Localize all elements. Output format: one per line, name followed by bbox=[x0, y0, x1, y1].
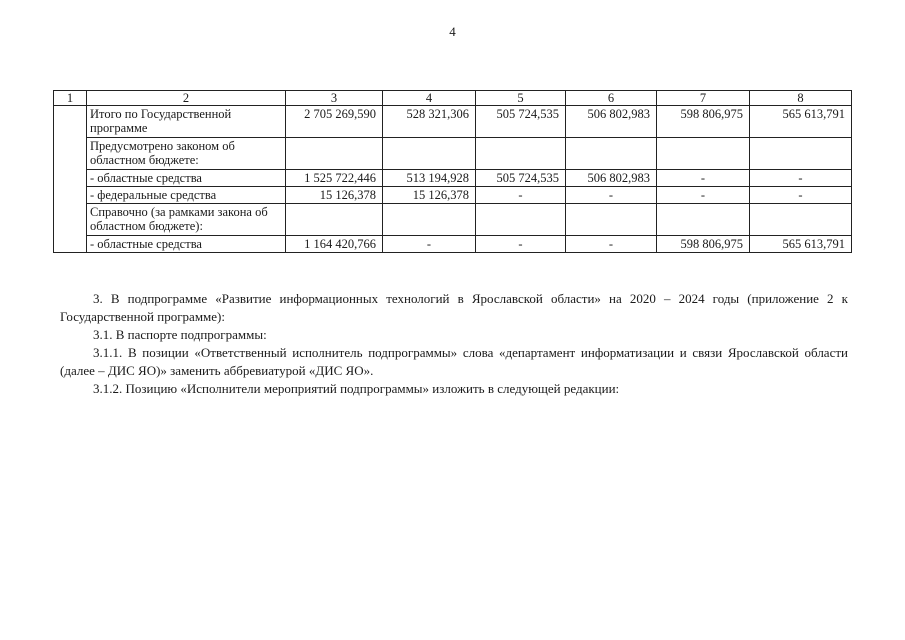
table-row bbox=[54, 170, 852, 187]
table-cell: 506 802,983 bbox=[566, 170, 657, 187]
paragraph: 3.1. В паспорте подпрограммы: bbox=[93, 327, 267, 342]
table-cell: 565 613,791 bbox=[750, 236, 852, 253]
table-cell bbox=[286, 138, 383, 170]
header-cell: 3 bbox=[286, 91, 383, 106]
table-row bbox=[54, 187, 852, 204]
header-cell: 6 bbox=[566, 91, 657, 106]
row-label: - областные средства bbox=[87, 236, 286, 253]
table-cell bbox=[750, 204, 852, 236]
table-cell: 1 525 722,446 bbox=[286, 170, 383, 187]
row-label: Итого по Государственной программе bbox=[87, 106, 286, 138]
index-cell bbox=[54, 106, 87, 253]
row-label: Предусмотрено законом об областном бюджете: bbox=[87, 138, 286, 170]
table-cell bbox=[383, 138, 476, 170]
body-text bbox=[60, 290, 848, 398]
table-cell bbox=[566, 204, 657, 236]
row-label: - федеральные средства bbox=[87, 187, 286, 204]
paragraph: 3.1.1. В позиции «Ответственный исполнитель подпрограммы» слова «департамент информатизации и связи Ярославской области (далее – ДИС ЯО)» заменить аббревиатурой «ДИС ЯО». bbox=[60, 345, 848, 378]
table-cell bbox=[476, 138, 566, 170]
table-cell: 1 164 420,766 bbox=[286, 236, 383, 253]
paragraph: 3.1.2. Позицию «Исполнители мероприятий подпрограммы» изложить в следующей редакции: bbox=[93, 381, 620, 396]
header-cell: 4 bbox=[383, 91, 476, 106]
table-cell bbox=[657, 138, 750, 170]
table-cell: 15 126,378 bbox=[383, 187, 476, 204]
table-row bbox=[54, 204, 852, 236]
table-cell bbox=[750, 138, 852, 170]
table-row bbox=[54, 236, 852, 253]
table-cell bbox=[476, 204, 566, 236]
row-label: - областные средства bbox=[87, 170, 286, 187]
page-number: 4 bbox=[449, 24, 456, 39]
budget-table bbox=[53, 90, 852, 253]
header-cell: 8 bbox=[750, 91, 852, 106]
table-cell: 565 613,791 bbox=[750, 106, 852, 138]
header-cell: 5 bbox=[476, 91, 566, 106]
header-cell: 1 bbox=[54, 91, 87, 106]
table-cell: 505 724,535 bbox=[476, 106, 566, 138]
table-row bbox=[54, 106, 852, 138]
table-cell: - bbox=[657, 170, 750, 187]
table-row bbox=[54, 138, 852, 170]
table-cell: - bbox=[566, 187, 657, 204]
table-cell: - bbox=[476, 187, 566, 204]
header-cell: 2 bbox=[87, 91, 286, 106]
paragraph: 3. В подпрограмме «Развитие информационных технологий в Ярославской области» на 2020 – 2024 годы (приложение 2 к Государственной программе): bbox=[60, 291, 848, 324]
table-cell: 505 724,535 bbox=[476, 170, 566, 187]
table-cell: - bbox=[750, 170, 852, 187]
row-label: Справочно (за рамками закона об областном бюджете): bbox=[87, 204, 286, 236]
table-cell bbox=[383, 204, 476, 236]
table-cell: 506 802,983 bbox=[566, 106, 657, 138]
table-cell: 15 126,378 bbox=[286, 187, 383, 204]
table-cell: 2 705 269,590 bbox=[286, 106, 383, 138]
table-cell bbox=[566, 138, 657, 170]
table-cell bbox=[657, 204, 750, 236]
table-cell: - bbox=[750, 187, 852, 204]
table-cell: 513 194,928 bbox=[383, 170, 476, 187]
table-cell: 598 806,975 bbox=[657, 236, 750, 253]
table-cell bbox=[286, 204, 383, 236]
table-cell: - bbox=[657, 187, 750, 204]
header-cell: 7 bbox=[657, 91, 750, 106]
table-cell: 598 806,975 bbox=[657, 106, 750, 138]
table-cell: - bbox=[566, 236, 657, 253]
table-header-row bbox=[54, 91, 852, 106]
table-cell: - bbox=[476, 236, 566, 253]
table-cell: 528 321,306 bbox=[383, 106, 476, 138]
table-cell: - bbox=[383, 236, 476, 253]
